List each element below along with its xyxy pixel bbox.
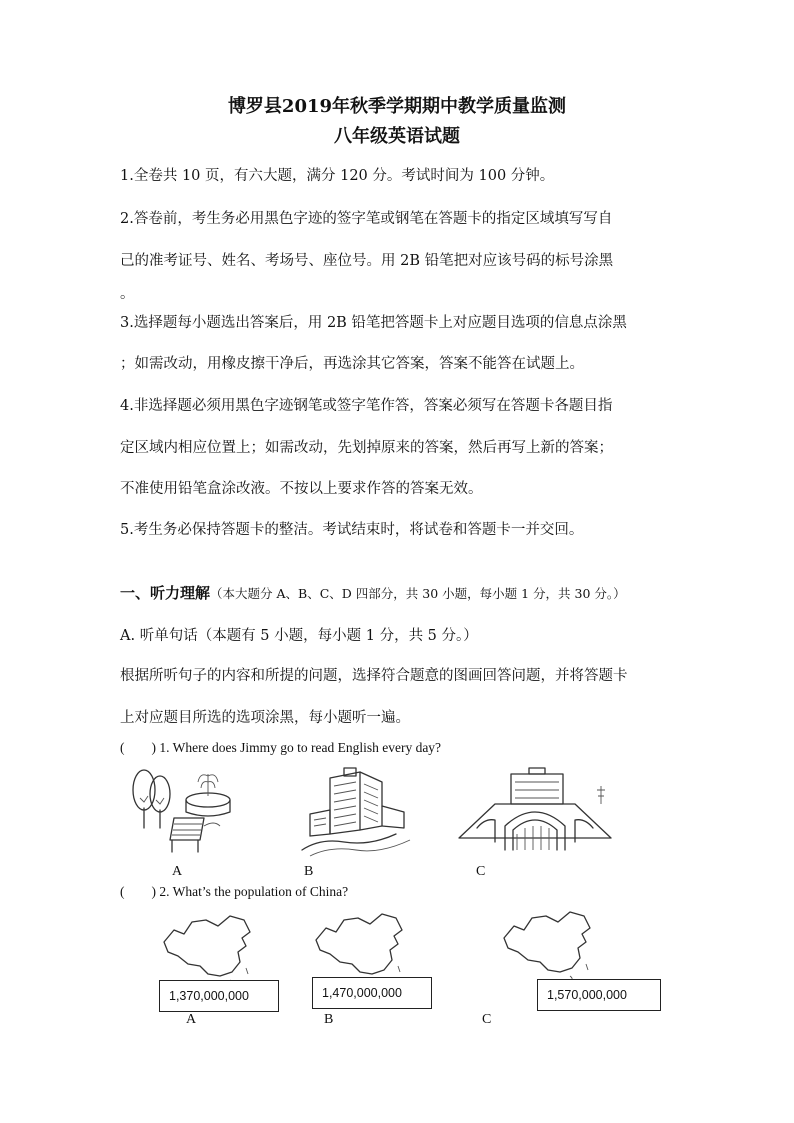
question-2 — [120, 884, 348, 900]
instruction-line: 不准使用铅笔盒涂改液。不按以上要求作答的答案无效。 — [120, 481, 483, 497]
school-gate-icon — [455, 768, 615, 860]
instruction-line: 1.全卷共 10 页，有六大题，满分 120 分。考试时间为 100 分钟。 — [120, 168, 555, 184]
option-label[interactable]: A — [186, 1012, 197, 1027]
part-a-heading: A. 听单句话（本题有 5 小题，每小题 1 分，共 5 分。） — [120, 628, 478, 644]
question-text: 1. Where does Jimmy go to read English every day? — [159, 740, 442, 755]
option-label[interactable]: C — [482, 1012, 492, 1027]
instruction-line: 5.考生务必保持答题卡的整洁。考试结束时，将试卷和答题卡一并交回。 — [120, 522, 584, 538]
question-1 — [120, 740, 441, 756]
population-option-a: 1,370,000,000 — [159, 980, 279, 1012]
option-label[interactable]: A — [172, 864, 183, 879]
section-note: （本大题分 A、B、C、D 四部分，共 30 小题，每小题 1 分，共 30 分。） — [210, 586, 626, 601]
answer-blank[interactable]: ( ) — [120, 884, 156, 899]
china-map-icon — [312, 910, 412, 985]
instruction-line: 己的准考证号、姓名、考场号、座位号。用 2B 铅笔把对应该号码的标号涂黑 — [120, 253, 614, 269]
question-text: 2. What’s the population of China? — [159, 884, 349, 899]
part-a-directions: 根据所听句子的内容和所提的问题，选择符合题意的图画回答问题，并将答题卡 — [120, 668, 628, 684]
option-label[interactable]: C — [476, 864, 486, 879]
part-a-directions: 上对应题目所选的选项涂黑，每小题听一遍。 — [120, 710, 410, 726]
instruction-line: ；如需改动，用橡皮擦干净后，再选涂其它答案，答案不能答在试题上。 — [120, 356, 584, 372]
section-title: 一、听力理解 — [120, 584, 211, 602]
instruction-line: 4.非选择题必须用黑色字迹钢笔或签字笔作答，答案必须写在答题卡各题目指 — [120, 398, 613, 414]
answer-blank[interactable]: ( ) — [120, 740, 156, 755]
exam-subtitle: 八年级英语试题 — [334, 126, 460, 147]
section-heading — [120, 582, 626, 603]
population-option-c: 1,570,000,000 — [537, 979, 661, 1011]
instruction-line: 。 — [120, 286, 135, 302]
instruction-line: 2.答卷前，考生务必用黑色字迹的签字笔或钢笔在答题卡的指定区域填写写自 — [120, 211, 613, 227]
exam-title: 博罗县2019年秋季学期期中教学质量监测 — [227, 96, 567, 117]
population-option-b: 1,470,000,000 — [312, 977, 432, 1009]
option-label[interactable]: B — [304, 864, 314, 879]
option-label[interactable]: B — [324, 1012, 334, 1027]
park-icon — [130, 768, 240, 858]
office-building-icon — [300, 768, 420, 858]
instruction-line: 定区域内相应位置上；如需改动，先划掉原来的答案，然后再写上新的答案； — [120, 440, 613, 456]
instruction-line: 3.选择题每小题选出答案后，用 2B 铅笔把答题卡上对应题目选项的信息点涂黑 — [120, 315, 627, 331]
china-map-icon — [500, 908, 600, 983]
china-map-icon — [160, 912, 260, 987]
